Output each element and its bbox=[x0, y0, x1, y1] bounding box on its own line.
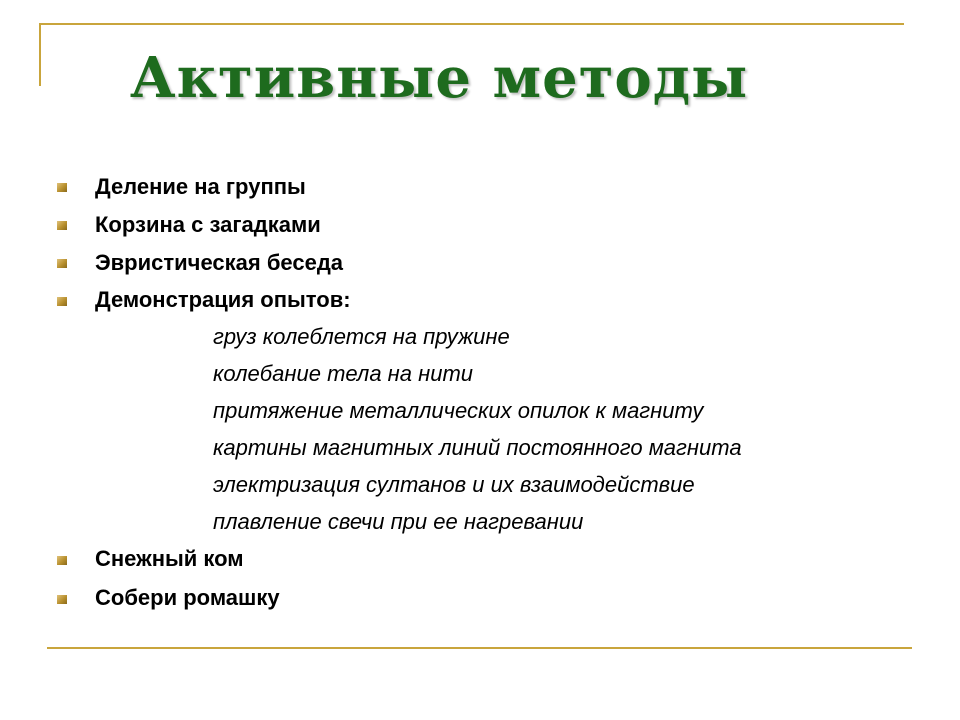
sub-list-item: плавление свечи при ее нагревании bbox=[213, 509, 584, 534]
slide-title: Активные методы bbox=[130, 45, 749, 111]
square-bullet-icon bbox=[57, 259, 67, 268]
square-bullet-icon bbox=[57, 183, 67, 192]
square-bullet-icon bbox=[57, 221, 67, 230]
sub-list-item: электризация султанов и их взаимодействие bbox=[213, 472, 695, 497]
square-bullet-icon bbox=[57, 595, 67, 604]
list-item: Деление на группы bbox=[95, 174, 306, 199]
bottom-divider bbox=[47, 647, 912, 649]
top-divider bbox=[39, 23, 904, 25]
square-bullet-icon bbox=[57, 297, 67, 306]
list-item: Демонстрация опытов: bbox=[95, 287, 351, 312]
sub-list-item: груз колеблется на пружине bbox=[213, 324, 510, 349]
sub-list-item: притяжение металлических опилок к магниту bbox=[213, 398, 704, 423]
list-item: Снежный ком bbox=[95, 546, 244, 571]
list-item: Корзина с загадками bbox=[95, 212, 321, 237]
sub-list-item: колебание тела на нити bbox=[213, 361, 474, 386]
left-divider bbox=[39, 23, 41, 86]
sub-list-item: картины магнитных линий постоянного магнита bbox=[213, 435, 742, 460]
list-item: Собери ромашку bbox=[95, 585, 280, 610]
list-item: Эвристическая беседа bbox=[95, 250, 344, 275]
square-bullet-icon bbox=[57, 556, 67, 565]
